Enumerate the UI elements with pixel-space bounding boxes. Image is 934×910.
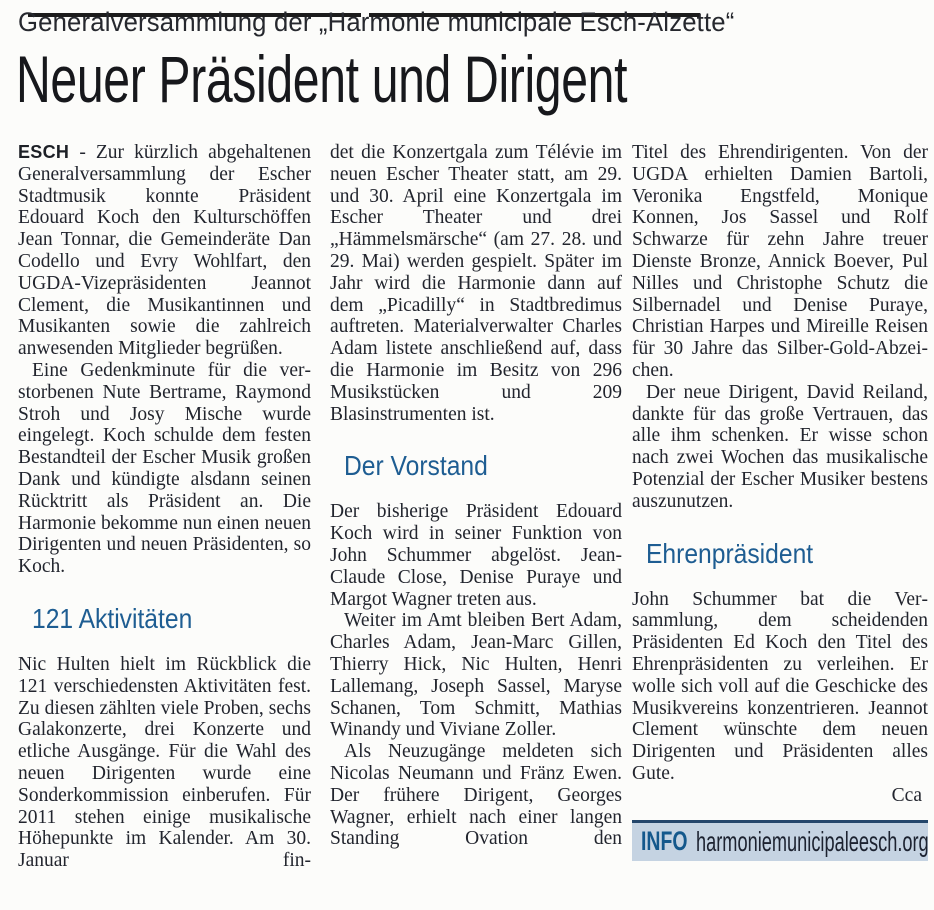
body-paragraph: Nic Hulten hielt im Rückblick die 121 verschiedensten Aktivitäten fest. Zu diesen zählten viele Proben, sechs Galakonzerte, drei Konzerte und etliche Ausgänge. Für die Wahl des neuen Dirigenten wurde eine Sonderkommission einberufen. Für 2011 stehen einige musikalische Höhepunkte im Kalender. Am 30. Januar fin- [18, 653, 311, 872]
body-paragraph: Der bisherige Präsident Edouard Koch wird in seiner Funktion von John Schummer abgelöst. Jean-Claude Close, Denise Puraye und Margot Wagner treten aus. [330, 501, 622, 610]
subhead-ehrenpraesident: Ehrenpräsident [646, 537, 814, 569]
info-label: INFO [641, 826, 688, 857]
article-column-2 [330, 142, 622, 850]
article-column-3 [632, 142, 928, 861]
info-box [632, 820, 928, 861]
kicker: Generalversammlung der „Harmonie municipale Esch-Alzette“ [18, 7, 735, 37]
body-paragraph: Titel des Ehrendirigenten. Von der UGDA erhielten Damien Bartoli, Veronika Engstfeld, Monique Konnen, Jos Sassel und Rolf Schwarze für zehn Jahre treuer Dienste Bronze, Annick Boever, Pul Nilles und Christophe Schutz die Silbernadel und Denise Puraye, Christian Harpes und Mireille Reisen für 30 Jahre das Silber-Gold-Abzeichen. [632, 142, 928, 381]
location-lead: ESCH [18, 142, 70, 162]
info-url: harmoniemunicipaleesch.org [695, 825, 929, 857]
body-paragraph [18, 142, 311, 360]
headline: Neuer Präsident und Dirigent [16, 42, 628, 116]
body-paragraph: Weiter im Amt bleiben Bert Adam, Charles Adam, Jean-Marc Gillen, Thierry Hick, Nic Hulten, Henri Lallemang, Joseph Sassel, Maryse Schanen, Tom Schmitt, Mathias Winandy und Viviane Zoller. [330, 610, 622, 741]
body-paragraph: det die Konzertgala zum Télévie im neuen Escher Theater statt, am 29. und 30. April eine Konzertgala im Escher Theater und drei „Hämmelsmärsche“ (am 27. 28. und 29. Mai) werden gespielt. Später im Jahr wird die Harmonie dann auf dem „Picadilly“ in Stadtbredimus auftreten. Materialverwalter Charles Adam listete anschließend auf, dass die Harmonie im Besitz von 296 Musikstücken und 209 Blasinstrumenten ist. [330, 142, 622, 425]
subhead-121-aktivitaeten: 121 Aktivitäten [32, 602, 193, 634]
article-column-1 [18, 142, 311, 872]
body-paragraph: Der neue Dirigent, David Reiland, dankte für das große Vertrauen, das alle ihm schenken. Er wisse schon nach zwei Wochen das musikalische Potenzial der Escher Musiker bestens auszunutzen. [632, 381, 928, 512]
author-initials: Cca [891, 784, 922, 806]
body-paragraph: John Schummer bat die Versammlung, dem scheidenden Präsidenten Ed Koch den Titel des Ehrenpräsidenten zu verleihen. Er wolle sich voll auf die Geschicke des Musikvereins konzentrieren. Jeannot Clement wünschte dem neuen Dirigenten und Präsidenten alles Gute. [632, 588, 928, 784]
body-paragraph: Als Neuzugänge meldeten sich Nicolas Neumann und Fränz Ewen. Der frühere Dirigent, Georges Wagner, erhielt nach einer langen Standing Ovation den [330, 741, 622, 850]
body-paragraph: Eine Gedenkminute für die verstorbenen Nute Bertrame, Raymond Stroh und Josy Mische wurde eingelegt. Koch schulde dem festen Bestandteil der Escher Musik großen Dank und kündigte alsdann seinen Rücktritt als Präsident an. Die Harmonie bekomme nun einen neuen Dirigenten und neuen Präsidenten, so Koch. [18, 359, 311, 578]
paragraph-text: - Zur kürzlich abgehaltenen Generalversammlung der Escher Stadtmusik konnte Präsident Edouard Koch den Kulturschöffen Jean Tonnar, die Gemeinderäte Dan Codello und Evry Wohlfart, den UGDA-Vizepräsidenten Jeannot Clement, die Musikantinnen und Musikanten sowie die zahlreich anwesenden Mitglieder begrüßen. [18, 142, 311, 360]
subhead-der-vorstand: Der Vorstand [344, 450, 488, 482]
